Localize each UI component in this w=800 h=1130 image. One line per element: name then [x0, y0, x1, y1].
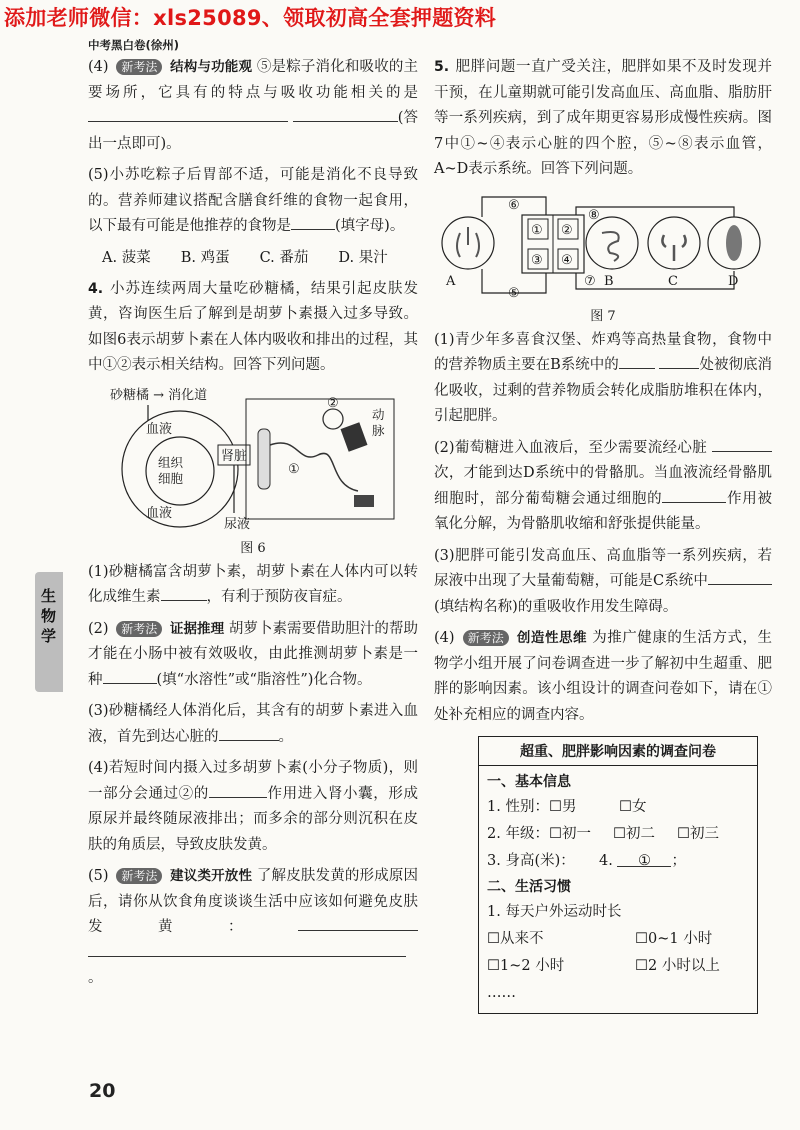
- survey-section-1: 一、基本信息: [487, 774, 571, 790]
- fig7-label-c: C: [668, 273, 678, 289]
- q4-part3: [88, 699, 418, 750]
- fig6-kidney-label: 肾脏: [221, 448, 248, 464]
- q4-part5: [88, 864, 418, 992]
- question-text: ⑤是粽子消化和吸收的主要场所，它具有的特点与吸收功能相关的是: [88, 59, 419, 101]
- new-method-badge: 新考法: [116, 621, 162, 637]
- badge-label: 证据推理: [169, 620, 225, 637]
- question-text: (2)葡萄糖进入血液后，至少需要流经心脏: [434, 439, 708, 456]
- part-number: (2): [88, 620, 109, 637]
- option-text: 初二: [625, 826, 655, 842]
- question-text: 肥胖问题一直广受关注，肥胖如果不及时发现并干预，在儿童期就可能引发高血压、高血脂、脂肪肝等一系列疾病，到了成年期更容易形成慢性疾病。图7中①~④表示心脏的四个腔，⑤~⑧表示血管，A~D表示系统。回答下列问题。: [434, 59, 772, 177]
- fig7-label-8: ⑧: [588, 207, 600, 223]
- fig7-system-c: [648, 217, 700, 269]
- question-tail: (答出一点即可)。: [88, 110, 418, 152]
- fig7-label-3: ③: [531, 252, 543, 268]
- q1-option-1-2h[interactable]: ☐1~2 小时: [487, 958, 565, 974]
- fig6-artery-block: [340, 422, 367, 451]
- fig6-artery-label2: 脉: [372, 422, 385, 438]
- question-tail: 作用被氧化分解，为骨骼肌收缩和舒张提供能量。: [434, 490, 773, 532]
- question-text: (1)青少年多喜食汉堡、炸鸡等高热量食物，食物中的营养物质主要在B系统中的: [434, 331, 772, 373]
- item-4-blank[interactable]: [617, 848, 671, 867]
- q4-part4: [88, 756, 418, 858]
- question-text: 胡萝卜素需要借助胆汁的帮助才能在小肠中被有效吸收，由此推测胡萝卜素是一种: [88, 620, 419, 688]
- question-text: (1)砂糖橘富含胡萝卜素，胡萝卜素在人体内可以转化成维生素: [88, 563, 418, 605]
- q5-stem: [434, 55, 772, 183]
- answer-blank[interactable]: [293, 106, 398, 122]
- option-text: 女: [631, 799, 647, 815]
- side-tab-label: 生物学: [41, 587, 57, 645]
- gender-label: 1. 性别：: [487, 799, 549, 815]
- fig7-label-6: ⑥: [508, 197, 520, 213]
- badge-label: 结构与功能观: [170, 59, 253, 75]
- fig6-blood-bottom: 血液: [146, 505, 173, 521]
- fig7-gut-icon: [602, 232, 619, 261]
- fig7-label-a: A: [446, 273, 456, 289]
- option-a[interactable]: A. 菠菜: [102, 249, 151, 266]
- right-column: [434, 55, 772, 1014]
- figure-7-diagram: [434, 189, 764, 301]
- options-row: [88, 246, 418, 271]
- page-number: 20: [89, 1080, 116, 1102]
- header-tag: 中考黑白卷(徐州): [88, 38, 180, 52]
- survey-q1-options-row1: [487, 926, 749, 953]
- q1-option-never[interactable]: ☐从来不: [487, 931, 544, 947]
- q3-part4: [88, 55, 418, 157]
- question-number: 4.: [88, 280, 104, 297]
- option-text: 0~1 小时: [648, 931, 713, 947]
- q5-part2: [434, 436, 772, 538]
- fig6-artery-label: 动: [372, 406, 385, 422]
- fig7-label-7: ⑦: [584, 273, 596, 289]
- survey-height-row: [487, 848, 749, 875]
- q5-part3: [434, 544, 772, 621]
- fig7-label-4: ④: [561, 252, 573, 268]
- left-column: [88, 55, 418, 998]
- q1-option-2h-plus[interactable]: ☐2 小时以上: [635, 958, 720, 974]
- survey-title: 超重、肥胖影响因素的调查问卷: [479, 741, 757, 766]
- survey-section-2: 二、生活习惯: [487, 879, 571, 895]
- option-text: 从来不: [500, 931, 544, 947]
- question-text: (3)砂糖橘经人体消化后，其含有的胡萝卜素进入血液，首先到达心脏的: [88, 703, 418, 745]
- fig7-label-5: ⑤: [508, 285, 520, 301]
- fig6-tube: [258, 429, 270, 489]
- question-text-mid: 次，才能到达D系统中的骨骼肌。当血液流经骨骼肌细胞时，部分葡萄糖会通过细胞的: [434, 465, 772, 507]
- option-text: 男: [561, 799, 577, 815]
- grade-label: 2. 年级：: [487, 826, 549, 842]
- gender-option-male[interactable]: ☐男: [548, 799, 577, 815]
- fig7-lungs-icon: [457, 227, 479, 257]
- q4-part2: [88, 617, 418, 694]
- new-method-badge: 新考法: [463, 630, 509, 646]
- fig6-vein-block: [354, 495, 374, 507]
- option-text: 初三: [689, 826, 719, 842]
- question-tail: (填字母)。: [335, 218, 405, 234]
- badge-label: 创造性思维: [516, 630, 588, 646]
- answer-blank[interactable]: [103, 668, 157, 684]
- fig6-tissue-label2: 细胞: [158, 470, 184, 486]
- watermark-banner: 添加老师微信：xls25089、领取初高全套押题资料: [4, 6, 497, 30]
- q4-stem: [88, 277, 418, 379]
- fig7-label-d: D: [728, 273, 739, 289]
- figure-7: [434, 189, 772, 324]
- survey-box: [478, 736, 758, 1014]
- gender-option-female[interactable]: ☐女: [618, 799, 647, 815]
- question-tail: (填“水溶性”或“脂溶性”)化合物。: [156, 671, 372, 688]
- answer-blank[interactable]: [161, 585, 207, 601]
- part-number: (5): [88, 868, 109, 884]
- fig6-input-label: 砂糖橘 → 消化道: [110, 387, 208, 403]
- grade-option-3[interactable]: ☐初三: [676, 826, 719, 842]
- fig7-vessel-7: [576, 271, 734, 289]
- option-d[interactable]: D. 果汁: [338, 249, 388, 266]
- q4-part1: [88, 560, 418, 611]
- option-text: 1~2 小时: [500, 958, 565, 974]
- figure-6-diagram: [88, 385, 408, 533]
- q1-option-0-1h[interactable]: ☐0~1 小时: [635, 931, 713, 947]
- question-tail: 作用进入肾小囊，形成原尿并最终随尿液排出；而多余的部分则沉积在皮肤的角质层，导致皮肤发黄。: [88, 785, 419, 853]
- answer-blank[interactable]: [88, 941, 406, 957]
- fig6-glomerulus: [323, 409, 343, 429]
- part-number: (4): [88, 59, 109, 75]
- q3-part5: [88, 163, 418, 240]
- option-text: 初一: [561, 826, 591, 842]
- height-label: 3. 身高(米)：: [487, 853, 575, 869]
- answer-blank[interactable]: [298, 915, 418, 931]
- question-text: (4)若短时间内摄入过多胡萝卜素(小分子物质)，则一部分会通过②的: [88, 760, 418, 802]
- fig7-muscle-icon: [726, 225, 742, 261]
- q5-part4: [434, 626, 772, 728]
- fig6-mark-2: ②: [327, 395, 339, 411]
- fig6-urine-label: 尿液: [224, 516, 251, 532]
- question-text: 小苏连续两周大量吃砂糖橘，结果引起皮肤发黄，咨询医生后了解到是胡萝卜素摄入过多导致。如图6表示胡萝卜素在人体内吸收和排出的过程，其中①②表示相关结构。回答下列问题。: [88, 280, 418, 373]
- fig6-tissue-label: 组织: [158, 454, 184, 470]
- answer-blank[interactable]: [659, 353, 699, 369]
- answer-blank[interactable]: [219, 725, 279, 741]
- survey-grade-row: [487, 821, 749, 848]
- figure-7-caption: 图 7: [590, 308, 616, 324]
- badge-label: 建议类开放性: [170, 868, 253, 884]
- answer-blank[interactable]: [291, 214, 335, 230]
- question-tail: 。: [88, 970, 103, 986]
- fig7-label-2: ②: [561, 222, 573, 238]
- fig7-label-b: B: [604, 273, 614, 289]
- survey-gender-row: [487, 794, 749, 821]
- fig6-mark-1: ①: [288, 461, 300, 477]
- item-4-mark: ①: [637, 853, 651, 869]
- answer-blank[interactable]: [708, 569, 772, 585]
- question-tail: 。: [278, 728, 293, 745]
- grade-option-1[interactable]: ☐初一: [548, 826, 591, 842]
- question-tail: ，有利于预防夜盲症。: [206, 589, 352, 605]
- question-tail: (填结构名称)的重吸收作用发生障碍。: [434, 598, 678, 615]
- fig6-vessel: [270, 442, 358, 490]
- new-method-badge: 新考法: [116, 868, 162, 884]
- answer-blank[interactable]: [88, 106, 288, 122]
- fig7-label-1: ①: [531, 222, 543, 238]
- item-4-tail: ；: [671, 853, 686, 869]
- new-method-badge: 新考法: [116, 59, 162, 75]
- grade-option-2[interactable]: ☐初二: [612, 826, 655, 842]
- figure-6: [88, 385, 418, 556]
- option-text: 2 小时以上: [648, 958, 720, 974]
- question-text: (3)肥胖可能引发高血压、高血脂等一系列疾病，若尿液中出现了大量葡萄糖，可能是C系统中: [434, 547, 772, 589]
- question-text: 为推广健康的生活方式，生物学小组开展了问卷调查进一步了解初中生超重、肥胖的影响因素。该小组设计的调查问卷如下，请在①处补充相应的调查内容。: [434, 630, 773, 723]
- survey-ellipsis: ……: [487, 985, 516, 1001]
- option-b[interactable]: B. 鸡蛋: [180, 249, 230, 266]
- question-text: 了解皮肤发黄的形成原因后，请你从饮食角度谈谈生活中应该如何避免皮肤发黄：: [88, 868, 419, 935]
- fig7-kidney-icon: [662, 235, 685, 261]
- option-c[interactable]: C. 番茄: [259, 249, 309, 266]
- question-text: (5)小苏吃粽子后胃部不适，可能是消化不良导致的。营养师建议搭配含膳食纤维的食物一起食用，以下最有可能是他推荐的食物是: [88, 167, 418, 234]
- question-tail: 处被彻底消化吸收，过剩的营养物质会转化成脂肪堆积在体内，引起肥胖。: [434, 357, 773, 424]
- figure-6-caption: 图 6: [240, 540, 266, 556]
- question-number: 5.: [434, 59, 450, 75]
- fig6-blood-top: 血液: [146, 421, 173, 437]
- answer-blank[interactable]: [712, 436, 772, 452]
- fig7-vessel-8: [576, 207, 734, 217]
- survey-q1: 1. 每天户外运动时长: [487, 904, 622, 920]
- answer-blank[interactable]: [662, 487, 726, 503]
- subject-side-tab: [35, 572, 63, 692]
- item-4-label: 4.: [599, 853, 613, 869]
- part-number: (4): [434, 630, 455, 646]
- q5-part1: [434, 328, 772, 430]
- survey-q1-options-row2: [487, 953, 749, 980]
- answer-blank[interactable]: [619, 353, 655, 369]
- answer-blank[interactable]: [209, 782, 267, 798]
